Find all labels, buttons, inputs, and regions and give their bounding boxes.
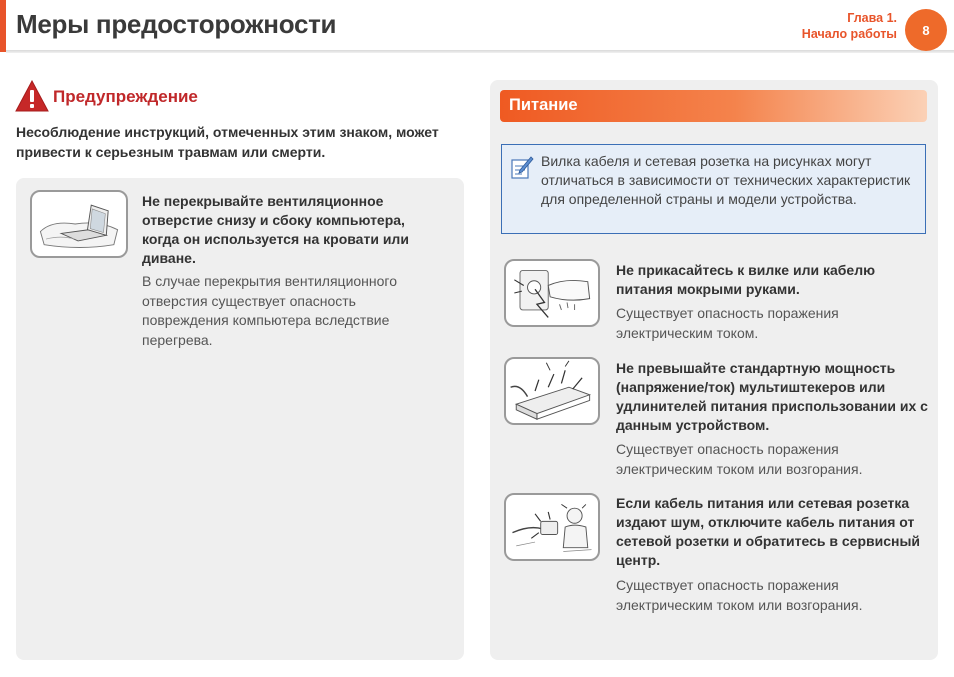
wet-hands-plug-illustration — [504, 259, 600, 327]
header-divider — [6, 50, 954, 53]
power-item-2-title: Не превышайте стандартную мощность (напряжение/ток) мультиштекеров или удлинителей питания приспользовании их с данным устройством. — [616, 360, 928, 433]
header-accent-bar — [0, 0, 6, 52]
laptop-on-bed-illustration — [30, 190, 128, 258]
page-title: Меры предосторожности — [16, 9, 337, 39]
power-item-1-description: Существует опасность поражения электрическим током. — [616, 305, 839, 341]
power-section-title: Питание — [509, 96, 578, 114]
chapter-number: Глава 1. — [847, 11, 897, 25]
power-item-1-title: Не прикасайтесь к вилке или кабелю питания мокрыми руками. — [616, 262, 876, 297]
left-panel — [16, 178, 464, 660]
page-header — [0, 0, 954, 54]
power-item-3-title: Если кабель питания или сетевая розетка издают шум, отключите кабель питания от сетевой розетки и обратитесь в сервисный центр. — [616, 495, 921, 568]
warning-description: Несоблюдение инструкций, отмеченных этим знаком, может привести к серьезным травмам или смерти. — [16, 124, 439, 160]
left-item-title: Не перекрывайте вентиляционное отверстие снизу и сбоку компьютера, когда он используется на кровати или диване. — [142, 193, 409, 266]
overloaded-power-strip-illustration — [504, 357, 600, 425]
power-item-2-description: Существует опасность поражения электрическим током или возгорания. — [616, 441, 863, 477]
page-number-badge: 8 — [905, 9, 947, 51]
chapter-name: Начало работы — [801, 27, 897, 41]
chapter-label[interactable] — [802, 10, 897, 42]
warning-title: Предупреждение — [53, 87, 198, 106]
noisy-socket-illustration — [504, 493, 600, 561]
note-box — [501, 144, 926, 234]
left-item-description: В случае перекрытия вентиляционного отверстия существует опасность повреждения компьютера вследствие перегрева. — [142, 273, 398, 348]
note-text: Вилка кабеля и сетевая розетка на рисунках могут отличаться в зависимости от технических характеристик для определенной страны и модели устройства. — [541, 153, 911, 207]
power-section-header — [500, 90, 927, 122]
note-pencil-icon — [510, 154, 534, 180]
power-item-3-description: Существует опасность поражения электрическим током или возгорания. — [616, 577, 863, 613]
warning-triangle-icon — [15, 80, 49, 112]
